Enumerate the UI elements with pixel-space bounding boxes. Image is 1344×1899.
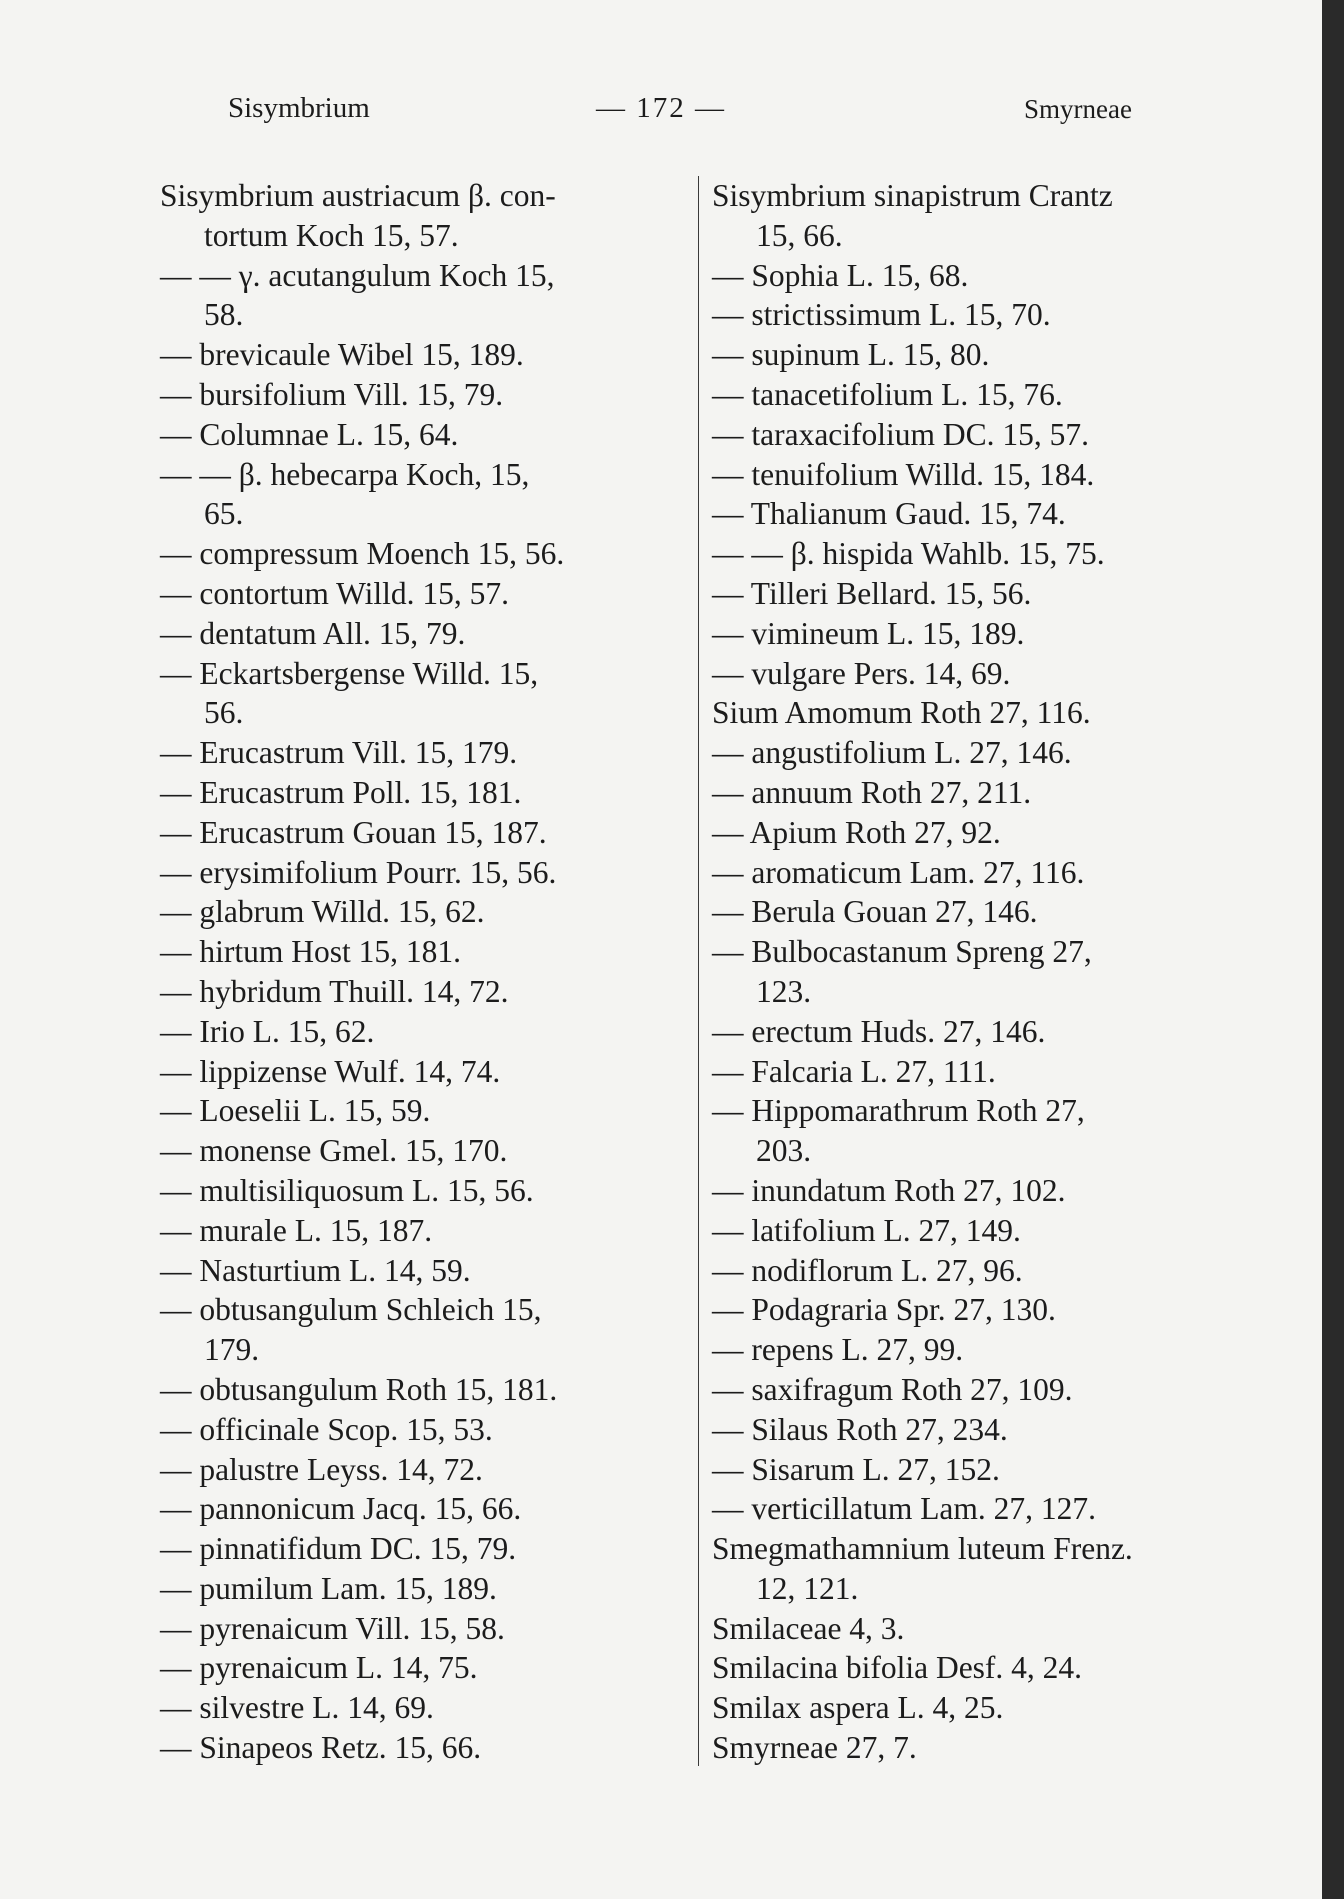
index-entry-line: — dentatum All. 15, 79. [160,615,466,651]
index-entry-line: — silvestre L. 14, 69. [160,1690,434,1726]
index-entry-line: 123. [756,973,812,1009]
index-entry-line: — latifolium L. 27, 149. [712,1212,1021,1248]
index-entry-line: — obtusangulum Roth 15, 181. [160,1371,558,1407]
index-entry-line: — — β. hispida Wahlb. 15, 75. [712,536,1105,572]
index-entry-line: — hirtum Host 15, 181. [160,934,462,970]
index-entry-line: — brevicaule Wibel 15, 189. [160,337,524,373]
index-entry-line: — inundatum Roth 27, 102. [712,1172,1066,1208]
index-entry-line: tortum Koch 15, 57. [204,217,459,253]
index-entry-line: Smyrneae 27, 7. [712,1730,917,1766]
page-number: — 172 — [596,92,726,124]
index-entry-line: — Erucastrum Poll. 15, 181. [160,774,522,810]
index-entry-line: — multisiliquosum L. 15, 56. [160,1172,534,1208]
index-entry-line: — Sisarum L. 27, 152. [712,1451,1000,1487]
index-entry-line: Smilaceae 4, 3. [712,1610,905,1646]
index-entry-line: — Falcaria L. 27, 111. [712,1053,996,1089]
index-entry-line: 65. [204,496,244,532]
index-entry-line: — Thalianum Gaud. 15, 74. [712,496,1066,532]
index-entry-line: — Berula Gouan 27, 146. [712,894,1038,930]
index-entry-line: — annuum Roth 27, 211. [712,774,1032,810]
index-columns [160,176,1240,1776]
index-entry-line: — tanacetifolium L. 15, 76. [712,376,1063,412]
index-entry-line: — vulgare Pers. 14, 69. [712,655,1011,691]
index-entry-line: 58. [204,297,244,333]
index-entry-line: 179. [204,1332,260,1368]
left-column [160,176,680,1768]
index-entry-line: Sium Amomum Roth 27, 116. [712,695,1091,731]
index-entry-line: — compressum Moench 15, 56. [160,536,565,572]
index-entry-line: — strictissimum L. 15, 70. [712,297,1051,333]
index-entry-line: — Bulbocastanum Spreng 27, [712,934,1092,970]
index-entry-line: Smilacina bifolia Desf. 4, 24. [712,1650,1083,1686]
index-entry-line: — Erucastrum Vill. 15, 179. [160,735,518,771]
index-entry-line: — Tilleri Bellard. 15, 56. [712,575,1032,611]
index-entry-line: — Apium Roth 27, 92. [712,814,1001,850]
index-entry-line: Smegmathamnium luteum Frenz. [712,1531,1133,1567]
index-entry-line: — pannonicum Jacq. 15, 66. [160,1491,522,1527]
index-entry-line: — saxifragum Roth 27, 109. [712,1371,1073,1407]
index-entry-line: — pyrenaicum Vill. 15, 58. [160,1610,505,1646]
index-entry-line: 12, 121. [756,1570,859,1606]
index-entry-line: — Columnae L. 15, 64. [160,416,459,452]
index-entry-line: — Eckartsbergense Willd. 15, [160,655,539,691]
index-entry-line: — Silaus Roth 27, 234. [712,1411,1008,1447]
index-entry-line: — erectum Huds. 27, 146. [712,1013,1046,1049]
running-header [0,92,1322,132]
index-entry-line: — pyrenaicum L. 14, 75. [160,1650,478,1686]
index-entry-line: — monense Gmel. 15, 170. [160,1133,508,1169]
index-entry-line: — Podagraria Spr. 27, 130. [712,1292,1056,1328]
index-entry-line: — lippizense Wulf. 14, 74. [160,1053,501,1089]
index-entry-line: — glabrum Willd. 15, 62. [160,894,485,930]
index-entry-line: — repens L. 27, 99. [712,1332,964,1368]
index-entry-line: — — β. hebecarpa Koch, 15, [160,456,530,492]
index-entry-line: — — γ. acutangulum Koch 15, [160,257,555,293]
index-entry-line: — Sophia L. 15, 68. [712,257,969,293]
index-entry-line: — contortum Willd. 15, 57. [160,575,510,611]
index-entry-line: — Sinapeos Retz. 15, 66. [160,1730,482,1766]
index-entry-line: — aromaticum Lam. 27, 116. [712,854,1085,890]
index-entry-line: — supinum L. 15, 80. [712,337,990,373]
index-entry-line: — officinale Scop. 15, 53. [160,1411,493,1447]
index-entry-line: — nodiflorum L. 27, 96. [712,1252,1023,1288]
index-entry-line: Smilax aspera L. 4, 25. [712,1690,1004,1726]
index-entry-line: — vimineum L. 15, 189. [712,615,1025,651]
header-left-keyword: Sisymbrium [228,92,370,124]
index-entry-line: — erysimifolium Pourr. 15, 56. [160,854,557,890]
index-entry-line: — obtusangulum Schleich 15, [160,1292,542,1328]
index-entry-line: — pinnatifidum DC. 15, 79. [160,1531,517,1567]
index-entry-line: — Erucastrum Gouan 15, 187. [160,814,547,850]
index-entry-line: — palustre Leyss. 14, 72. [160,1451,483,1487]
index-entry-line: — Irio L. 15, 62. [160,1013,375,1049]
index-entry-line: — tenuifolium Willd. 15, 184. [712,456,1095,492]
index-entry-line: Sisymbrium austriacum β. con- [160,178,556,213]
index-entry-line: — pumilum Lam. 15, 189. [160,1570,497,1606]
index-entry-line: Sisymbrium sinapistrum Crantz [712,178,1113,213]
index-entry-line: — Nasturtium L. 14, 59. [160,1252,471,1288]
index-entry-line: — Loeselii L. 15, 59. [160,1093,431,1129]
index-entry-line: — verticillatum Lam. 27, 127. [712,1491,1097,1527]
index-entry-line: — angustifolium L. 27, 146. [712,735,1072,771]
index-entry-line: 15, 66. [756,217,843,253]
index-entry-line: — hybridum Thuill. 14, 72. [160,973,509,1009]
index-entry-line: — taraxacifolium DC. 15, 57. [712,416,1090,452]
page-edge [1322,0,1344,1899]
header-right-keyword: Smyrneae [1024,94,1132,124]
right-column [712,176,1242,1768]
index-entry-line: — Hippomarathrum Roth 27, [712,1093,1085,1129]
index-entry-line: — murale L. 15, 187. [160,1212,433,1248]
index-entry-line: 56. [204,695,244,731]
index-entry-line: 203. [756,1133,812,1169]
index-entry-line: — bursifolium Vill. 15, 79. [160,376,504,412]
